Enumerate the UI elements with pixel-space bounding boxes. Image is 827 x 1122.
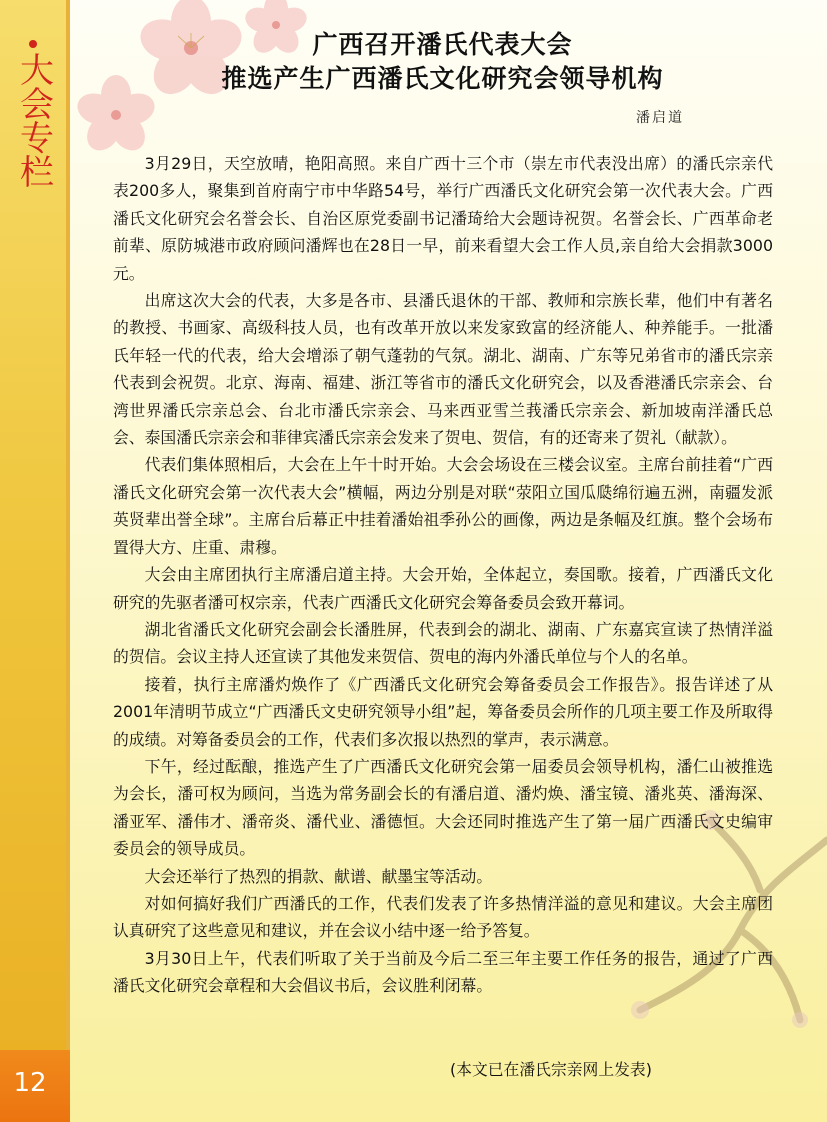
paragraph: 出席这次大会的代表，大多是各市、县潘氏退休的干部、教师和宗族长辈，他们中有著名的教授、书画家、高级科技人员，也有改革开放以来发家致富的经济能人、种养能手。一批潘氏年轻一代的代表，给大会增添了朝气蓬勃的气氛。湖北、湖南、广东等兄弟省市的潘氏宗亲代表到会祝贺。北京、海南、福建、浙江等省市的潘氏文化研究会，以及香港潘氏宗亲会、台湾世界潘氏宗亲总会、台北市潘氏宗亲会、马来西亚雪兰莪潘氏宗亲会、新加坡南洋潘氏总会、泰国潘氏宗亲会和菲律宾潘氏宗亲会发来了贺电、贺信，有的还寄来了贺礼（献款）。 — [113, 291, 773, 448]
paragraph: 接着，执行主席潘灼焕作了《广西潘氏文化研究会筹备委员会工作报告》。报告详述了从2001年清明节成立“广西潘氏文史研究领导小组”起，筹备委员会所作的几项主要工作及所取得的成绩。对筹备委员会的工作，代表们多次报以热烈的掌声，表示满意。 — [113, 674, 773, 749]
section-label — [10, 40, 56, 200]
section-label-text: 大会专栏 — [13, 52, 54, 188]
paragraph: 对如何搞好我们广西潘氏的工作，代表们发表了许多热情洋溢的意见和建议。大会主席团认真研究了这些意见和建议，并在会议小结中逐一给予答复。 — [113, 893, 773, 941]
paragraph: 3月30日上午，代表们听取了关于当前及今后二至三年主要工作任务的报告，通过了广西潘氏文化研究会章程和大会倡议书后，会议胜利闭幕。 — [113, 948, 773, 996]
paragraph: 下午，经过酝酿，推选产生了广西潘氏文化研究会第一届委员会领导机构，潘仁山被推选为会长，潘可权为顾问，当选为常务副会长的有潘启道、潘灼焕、潘宝镜、潘兆英、潘海深、潘亚军、潘伟才、潘帝炎、潘代业、潘德恒。大会还同时推选产生了第一届广西潘氏文史编审委员会的领导成员。 — [113, 756, 773, 859]
paragraph: 大会还举行了热烈的捐款、献谱、献墨宝等活动。 — [144, 866, 493, 886]
publication-note: (本文已在潘氏宗亲网上发表) — [450, 1060, 652, 1079]
title-line-1: 广西召开潘氏代表大会 — [312, 30, 573, 59]
paragraph: 代表们集体照相后，大会在上午十时开始。大会会场设在三楼会议室。主席台前挂着“广西潘氏文化研究会第一次代表大会”横幅，两边分别是对联“荥阳立国瓜瓞绵衍遍五洲，南疆发派英贤辈出誉全球”。主席台后幕正中挂着潘始祖季孙公的画像，两边是条幅及红旗。整个会场布置得大方、庄重、肃穆。 — [113, 455, 773, 557]
title-line-2: 推选产生广西潘氏文化研究会领导机构 — [221, 64, 664, 93]
paragraph: 大会由主席团执行主席潘启道主持。大会开始，全体起立，奏国歌。接着，广西潘氏文化研究的先驱者潘可权宗亲，代表广西潘氏文化研究会筹备委员会致开幕词。 — [113, 565, 773, 612]
article-body — [113, 150, 773, 1000]
author-byline: 潘启道 — [636, 110, 684, 126]
paragraph: 湖北省潘氏文化研究会副会长潘胜屏，代表到会的湖北、湖南、广东嘉宾宣读了热情洋溢的贺信。会议主持人还宣读了其他发来贺信、贺电的海内外潘氏单位与个人的名单。 — [113, 619, 773, 667]
sidebar-divider — [66, 0, 70, 1122]
article-title — [90, 28, 795, 96]
paragraph: 3月29日，天空放晴，艳阳高照。来自广西十三个市（崇左市代表没出席）的潘氏宗亲代表200多人，聚集到首府南宁市中华路54号，举行广西潘氏文化研究会第一次代表大会。广西潘氏文化研究会名誉会长、自治区原党委副书记潘琦给大会题诗祝贺。名誉会长、广西革命老前辈、原防城港市政府顾问潘辉也在28日一早，前来看望大会工作人员,亲自给大会捐款3000元。 — [113, 154, 773, 283]
bullet-icon — [29, 40, 37, 48]
page-number: 12 — [13, 1068, 47, 1098]
